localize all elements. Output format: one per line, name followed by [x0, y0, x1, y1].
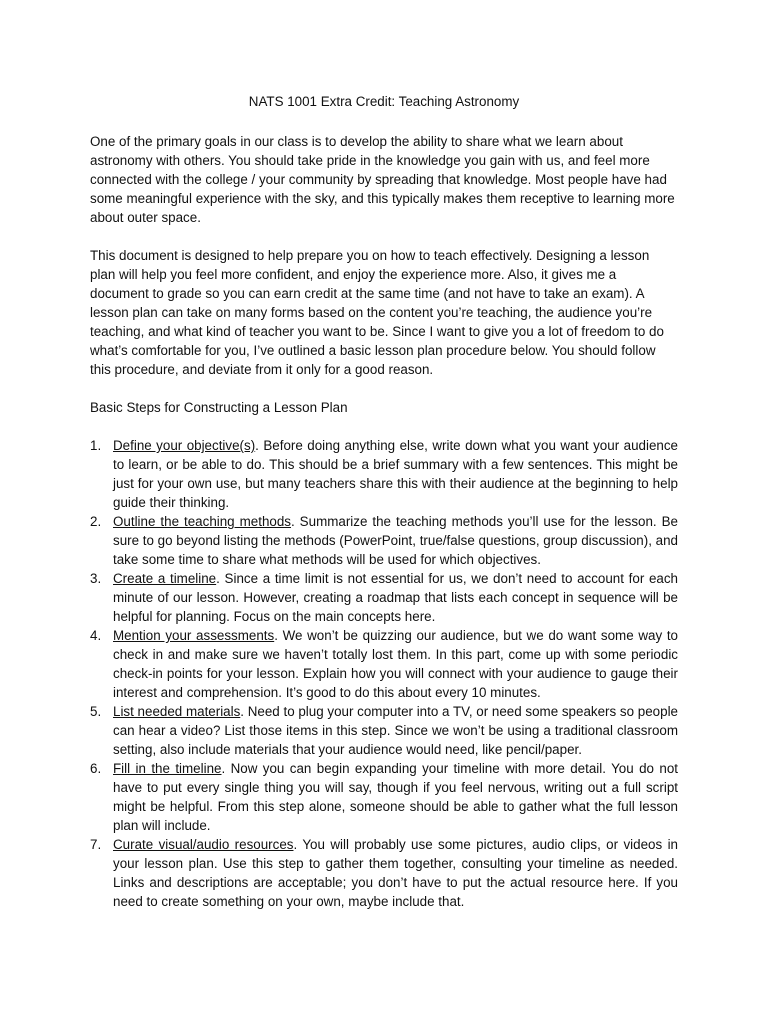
step-number: 4.: [90, 628, 102, 643]
step-number: 6.: [90, 761, 102, 776]
list-item: [90, 569, 678, 626]
step-text: . Since a time limit is not essential for us, we don’t need to account for each minute of our lesson. However, creating a roadmap that lists each concept in sequence will be helpful for planning. Focus on the main concepts here.: [113, 571, 678, 624]
step-title: Curate visual/audio resources: [113, 837, 294, 852]
step-number: 2.: [90, 514, 102, 529]
step-title: Define your objective(s): [113, 438, 256, 453]
step-text: . We won’t be quizzing our audience, but we do want some way to check in and make sure we haven’t totally lost them. In this part, come up with some periodic check-in points for your lesson. Explain how you will connect with your audience to gauge their interest and comprehension. It’s good to do this about every 10 minutes.: [113, 628, 678, 700]
intro-paragraph: One of the primary goals in our class is to develop the ability to share what we learn about astronomy with others. You should take pride in the knowledge you gain with us, and feel more connected with the college / your community by spreading that knowledge. Most people have had some meaningful experience with the sky, and this typically makes them receptive to learning more about outer space.: [90, 134, 675, 225]
step-text: . Summarize the teaching methods you’ll use for the lesson. Be sure to go beyond listing the methods (PowerPoint, true/false questions, group discussion), and take some time to share what methods will be used for which objectives.: [113, 514, 678, 567]
step-text: . Now you can begin expanding your timeline with more detail. You do not have to put every single thing you will say, though if you feel nervous, writing out a full script might be helpful. From this step alone, someone should be able to gather what the full lesson plan will include.: [113, 761, 678, 833]
step-text: . Need to plug your computer into a TV, or need some speakers so people can hear a video? List those items in this step. Since we won’t be using a traditional classroom setting, also include materials that your audience would need, like pencil/paper.: [113, 704, 678, 757]
list-item: [90, 702, 678, 759]
document-page: [90, 92, 678, 911]
step-number: 1.: [90, 438, 102, 453]
step-number: 3.: [90, 571, 102, 586]
step-title: Mention your assessments: [113, 628, 275, 643]
list-item: [90, 835, 678, 911]
step-title: List needed materials: [113, 704, 241, 719]
list-item: [90, 626, 678, 702]
step-number: 7.: [90, 837, 102, 852]
list-item: [90, 512, 678, 569]
section-heading: Basic Steps for Constructing a Lesson Plan: [90, 400, 348, 415]
step-text: . Before doing anything else, write down what you want your audience to learn, or be able to do. This should be a brief summary with a few sentences. This might be just for your own use, but many teachers share this with their audience at the beginning to help guide their thinking.: [113, 438, 678, 510]
list-item: [90, 436, 678, 512]
document-title: NATS 1001 Extra Credit: Teaching Astronomy: [248, 94, 520, 109]
list-item: [90, 759, 678, 835]
step-title: Fill in the timeline: [113, 761, 222, 776]
step-text: . You will probably use some pictures, audio clips, or videos in your lesson plan. Use this step to gather them together, consulting your timeline as needed. Links and descriptions are acceptable; you don’t have to put the actual resource here. If you need to create something on your own, maybe include that.: [113, 837, 678, 909]
step-title: Outline the teaching methods: [113, 514, 291, 529]
purpose-paragraph: This document is designed to help prepare you on how to teach effectively. Designing a lesson plan will help you feel more confident, and enjoy the experience more. Also, it gives me a document to grade so you can earn credit at the same time (and not have to take an exam). A lesson plan can take on many forms based on the content you’re teaching, the audience you’re teaching, and what kind of teacher you want to be. Since I want to give you a lot of freedom to do what’s comfortable for you, I’ve outlined a basic lesson plan procedure below. You should follow this procedure, and deviate from it only for a good reason.: [90, 248, 664, 377]
step-number: 5.: [90, 704, 102, 719]
steps-list: [90, 436, 678, 911]
step-title: Create a timeline: [113, 571, 217, 586]
